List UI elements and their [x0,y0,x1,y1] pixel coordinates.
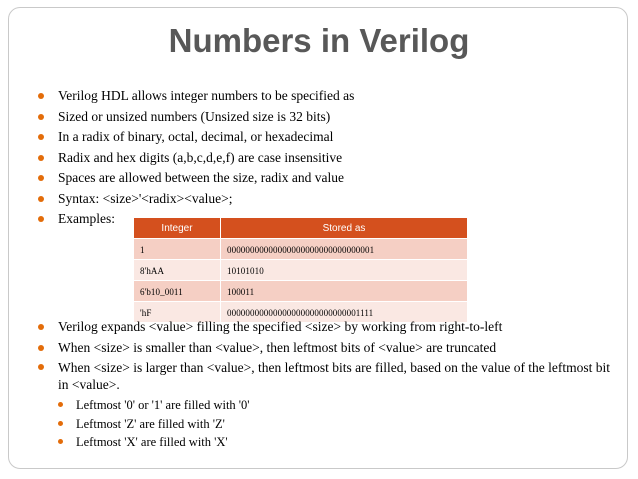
bullet-item [38,86,618,107]
bullet-item [38,358,618,396]
table-header-integer: Integer [134,218,221,239]
bullet-text: Examples: [58,211,115,226]
sub-bullet-text: Leftmost 'X' are filled with 'X' [76,435,228,449]
bullet-dot-icon [38,175,44,181]
bullet-dot-icon [38,364,44,370]
sub-bullet-item [38,396,618,415]
table-cell-stored: 100011 [221,281,468,302]
table-header-stored-as: Stored as [221,218,468,239]
table-header-row [134,218,468,239]
bullet-text: Spaces are allowed between the size, radix and value [58,170,344,185]
sub-bullet-dot-icon [58,421,63,426]
table-cell-stored: 00000000000000000000000000000001 [221,239,468,260]
examples-table [134,218,468,322]
sub-bullet-dot-icon [58,439,63,444]
table-cell-integer: 1 [134,239,221,260]
bullet-text: Verilog expands <value> filling the specified <size> by working from right-to-left [58,319,503,334]
sub-bullet-dot-icon [58,402,63,407]
bullet-dot-icon [38,216,44,222]
bullet-item [38,107,618,128]
bullet-item [38,127,618,148]
bullet-item [38,317,618,338]
bullet-dot-icon [38,324,44,330]
sub-bullet-text: Leftmost '0' or '1' are filled with '0' [76,398,250,412]
bullet-list-bottom [38,317,618,452]
bullet-text: Syntax: <size>'<radix><value>; [58,190,233,206]
bullet-dot-icon [38,114,44,120]
bullet-dot-icon [38,134,44,140]
bullet-item [38,168,618,189]
bullet-text: When <size> is smaller than <value>, then leftmost bits of <value> are truncated [58,339,497,355]
slide-title: Numbers in Verilog [168,22,470,59]
table-cell-integer: 6'b10_0011 [134,281,221,302]
table-cell-stored: 10101010 [221,260,468,281]
table-row [134,239,468,260]
bullet-text: When <size> is larger than <value>, then leftmost bits are filled, based on the value of the leftmost bit in <value>. [58,360,611,392]
bullet-list-top [38,86,618,230]
bullet-dot-icon [38,345,44,351]
bullet-item [38,148,618,169]
sub-bullet-item [38,433,618,452]
sub-bullet-text: Leftmost 'Z' are filled with 'Z' [76,416,225,431]
table-row [134,260,468,281]
bullet-item [38,338,618,359]
table-cell-stored: 00000000000000000000000000001111 [221,302,468,323]
bullet-text: Verilog HDL allows integer numbers to be specified as [58,88,355,103]
sub-bullet-item [38,415,618,434]
table-cell-integer: 'hF [134,302,221,323]
bullet-text: Sized or unsized numbers (Unsized size is 32 bits) [58,108,331,124]
table-cell-integer: 8'hAA [134,260,221,281]
table-row [134,281,468,302]
bullet-dot-icon [38,155,44,161]
bullet-text: Radix and hex digits (a,b,c,d,e,f) are case insensitive [58,149,343,165]
bullet-text: In a radix of binary, octal, decimal, or hexadecimal [58,129,334,144]
bullet-item [38,189,618,210]
bullet-dot-icon [38,196,44,202]
bullet-dot-icon [38,93,44,99]
